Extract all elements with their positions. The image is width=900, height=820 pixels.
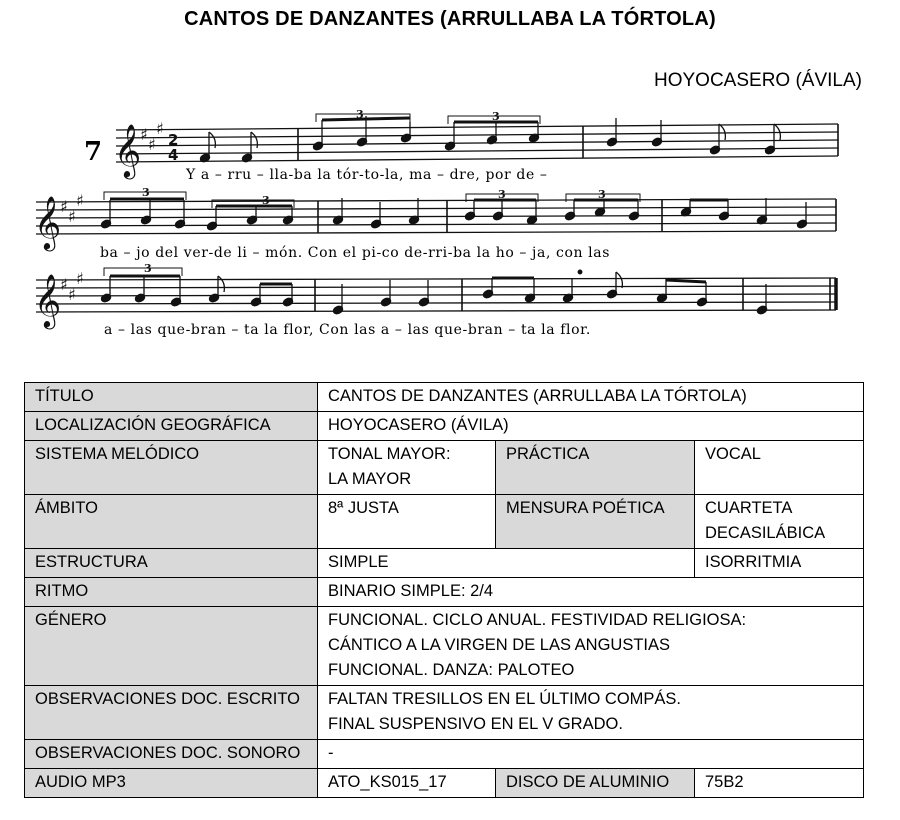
svg-text:3: 3	[356, 108, 364, 121]
notes-staff-3	[100, 270, 768, 315]
value-obs-escrito	[318, 686, 864, 740]
value-ambito: 8ª JUSTA	[318, 495, 496, 549]
value-mensura-line2: DECASILÁBICA	[705, 524, 826, 542]
label-obs-sonoro: OBSERVACIONES DOC. SONORO	[25, 740, 318, 769]
table-row	[25, 549, 864, 578]
document-title: CANTOS DE DANZANTES (ARRULLABA LA TÓRTOLA)	[184, 8, 716, 30]
table-row	[25, 607, 864, 686]
value-estructura: SIMPLE	[318, 549, 695, 578]
staff-2	[36, 199, 836, 234]
table-row	[25, 495, 864, 549]
label-mensura: MENSURA POÉTICA	[496, 495, 695, 549]
svg-text:3: 3	[598, 188, 606, 201]
value-genero	[318, 607, 864, 686]
value-sistema-line1: TONAL MAYOR:	[328, 445, 451, 463]
table-row	[25, 412, 864, 441]
table-row	[25, 578, 864, 607]
staff-1	[116, 124, 838, 162]
measure-number: 7	[84, 137, 103, 167]
lyrics-line-2: ba – jo del ver-de li – món. Con el pi-co de-rri-ba la ho – ja, con las	[100, 245, 610, 261]
svg-text:3: 3	[142, 186, 150, 199]
treble-clef-icon: 𝄞	[114, 123, 142, 177]
value-mensura	[695, 495, 864, 549]
svg-text:♯: ♯	[60, 275, 68, 294]
svg-text:3: 3	[498, 188, 506, 201]
label-sistema: SISTEMA MELÓDICO	[25, 441, 318, 495]
lyrics-line-3: a – las que-bran – ta la flor, Con las a – las que-bran – ta la flor.	[104, 322, 591, 338]
svg-text:♯: ♯	[68, 207, 76, 226]
label-disco: DISCO DE ALUMINIO	[496, 769, 695, 798]
label-estructura: ESTRUCTURA	[25, 549, 318, 578]
svg-text:3: 3	[262, 194, 270, 207]
value-practica: VOCAL	[695, 441, 864, 495]
svg-text:3: 3	[492, 110, 500, 123]
label-genero: GÉNERO	[25, 607, 318, 686]
value-audio: ATO_KS015_17	[318, 769, 496, 798]
value-ritmo: BINARIO SIMPLE: 2/4	[318, 578, 864, 607]
label-titulo: TÍTULO	[25, 383, 318, 412]
value-sistema-line2: LA MAYOR	[328, 470, 412, 488]
value-obs-escrito-line2: FINAL SUSPENSIVO EN EL V GRADO.	[328, 715, 623, 733]
label-practica: PRÁCTICA	[496, 441, 695, 495]
value-obs-sonoro: -	[318, 740, 864, 769]
label-localizacion: LOCALIZACIÓN GEOGRÁFICA	[25, 412, 318, 441]
metadata-table	[24, 382, 864, 798]
table-row	[25, 441, 864, 495]
notes-staff-1	[199, 116, 780, 163]
value-isorritmia: ISORRITMIA	[695, 549, 864, 578]
svg-text:♯: ♯	[148, 135, 156, 154]
value-sistema	[318, 441, 496, 495]
lyrics-line-1: Y a – rru – lla-ba la tór-to-la, ma – dre, por de –	[186, 167, 548, 183]
treble-clef-icon: 𝄞	[34, 195, 62, 249]
value-mensura-line1: CUARTETA	[705, 499, 793, 517]
label-obs-escrito: OBSERVACIONES DOC. ESCRITO	[25, 686, 318, 740]
svg-text:♯: ♯	[60, 197, 68, 216]
label-ambito: ÁMBITO	[25, 495, 318, 549]
label-audio: AUDIO MP3	[25, 769, 318, 798]
table-row	[25, 769, 864, 798]
svg-text:2: 2	[168, 131, 179, 149]
value-genero-line1: FUNCIONAL. CICLO ANUAL. FESTIVIDAD RELIGIOSA:	[328, 611, 747, 629]
svg-text:♯: ♯	[156, 119, 164, 138]
svg-text:4: 4	[168, 146, 179, 164]
location-heading: HOYOCASERO (ÁVILA)	[654, 70, 862, 91]
svg-text:3: 3	[144, 262, 152, 275]
table-row	[25, 383, 864, 412]
table-row	[25, 740, 864, 769]
value-genero-line2: CÁNTICO A LA VIRGEN DE LAS ANGUSTIAS	[328, 636, 671, 654]
svg-text:♯: ♯	[76, 191, 84, 210]
value-genero-line3: FUNCIONAL. DANZA: PALOTEO	[328, 661, 575, 679]
value-obs-escrito-line1: FALTAN TRESILLOS EN EL ÚLTIMO COMPÁS.	[328, 690, 682, 708]
value-titulo: CANTOS DE DANZANTES (ARRULLABA LA TÓRTOLA)	[318, 383, 864, 412]
svg-text:♯: ♯	[68, 285, 76, 304]
value-localizacion: HOYOCASERO (ÁVILA)	[318, 412, 864, 441]
svg-text:♯: ♯	[140, 125, 148, 144]
svg-text:♯: ♯	[76, 269, 84, 288]
staff-3	[36, 278, 836, 312]
label-ritmo: RITMO	[25, 578, 318, 607]
table-row	[25, 686, 864, 740]
notes-staff-2	[100, 198, 808, 231]
value-disco: 75B2	[695, 769, 864, 798]
treble-clef-icon: 𝄞	[34, 273, 62, 327]
